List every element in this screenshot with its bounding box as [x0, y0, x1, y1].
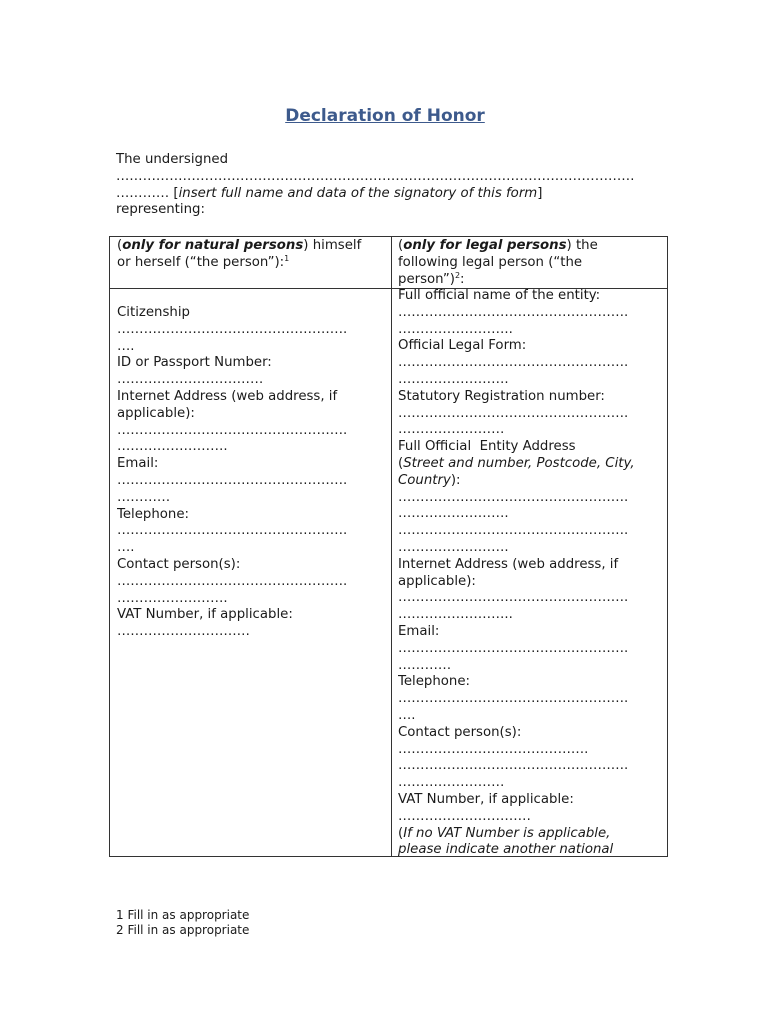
legal-header-line-1: (only for legal persons) the: [398, 238, 598, 253]
fill-in-dots[interactable]: ……………………………: [117, 372, 264, 388]
citizenship-label: Citizenship: [117, 305, 190, 320]
declaration-table: [109, 236, 668, 857]
natural-header-line-2: or herself (“the person”):$^1$: [117, 253, 290, 270]
contact-person-s-label: Contact person(s):: [117, 556, 241, 572]
intro-name-dots[interactable]: ………………………………………………………………………………………………………: [116, 168, 635, 184]
natural-persons-fields: [117, 305, 385, 641]
intro-insert-instruction: insert full name and data of the signatory of this form: [178, 185, 538, 201]
vat-number-if-applicable-label: VAT Number, if applicable:: [117, 607, 293, 623]
intro-undersigned: The undersigned: [116, 152, 229, 167]
email-label: Email:: [398, 623, 440, 639]
legal-header-line-2: following legal person (“the: [398, 254, 583, 270]
legal-persons-label: only for legal persons: [403, 238, 567, 253]
full-official-name-of-the-entity-label: Full official name of the entity:: [398, 288, 601, 303]
email-label: Email:: [117, 456, 159, 472]
footnotes: [116, 908, 249, 937]
fill-in-dots[interactable]: …………………………………………….: [117, 422, 348, 438]
fill-in-dots[interactable]: …………………………………….: [398, 741, 589, 757]
applicable-label: applicable):: [117, 405, 195, 421]
footnote-2: 2 Fill in as appropriate: [116, 922, 250, 937]
fill-in-dots[interactable]: …………………….: [398, 371, 509, 387]
natural-persons-header: [117, 238, 385, 272]
intro-insert-line: [116, 186, 656, 203]
fill-in-dots[interactable]: …………………………: [398, 808, 531, 824]
intro-section: [116, 152, 656, 219]
fill-in-dots[interactable]: …………………….: [398, 539, 509, 555]
footnote-ref-2: 2: [454, 270, 461, 280]
fill-in-dots[interactable]: ……………………..: [398, 607, 513, 623]
telephone-label: Telephone:: [117, 506, 190, 522]
intro-dots-short[interactable]: ………… [: [116, 185, 179, 201]
fill-in-dots[interactable]: ….: [117, 540, 135, 556]
fill-in-dots[interactable]: …………………………………………….: [398, 405, 629, 421]
fill-in-dots[interactable]: …………………………………………….: [117, 472, 348, 488]
footnote-1: 1 Fill in as appropriate: [116, 908, 250, 922]
fill-in-dots[interactable]: …………………………………………….: [398, 590, 629, 606]
applicable-label: applicable):: [398, 573, 476, 589]
fill-in-dots[interactable]: ….: [398, 707, 416, 723]
footnote-ref-1: 1: [284, 253, 290, 263]
telephone-label: Telephone:: [398, 674, 471, 690]
natural-persons-label: only for natural persons: [122, 238, 304, 253]
fill-in-dots[interactable]: …………………………: [117, 624, 250, 640]
legal-persons-header: [398, 238, 666, 288]
table-column-divider: [391, 237, 392, 856]
page-title: Declaration of Honor: [285, 106, 485, 126]
fill-in-dots[interactable]: …………………………………………….: [398, 355, 629, 371]
fill-in-dots[interactable]: …………………………………………….: [398, 640, 629, 656]
fill-in-dots[interactable]: …………………….: [117, 439, 228, 455]
vat-number-if-applicable-label: VAT Number, if applicable:: [398, 791, 574, 807]
intro-close-bracket: ]: [537, 185, 543, 201]
address-hint-line-1: (Street and number, Postcode, City,: [398, 455, 635, 471]
vat-note-line-1: (If no VAT Number is applicable,: [398, 825, 611, 841]
fill-in-dots[interactable]: …………………………………………….: [117, 523, 348, 539]
fill-in-dots[interactable]: …………: [117, 489, 171, 505]
id-or-passport-number-label: ID or Passport Number:: [117, 355, 272, 371]
fill-in-dots[interactable]: …………………………………………….: [398, 758, 629, 774]
internet-address-web-address-if-label: Internet Address (web address, if: [117, 388, 338, 404]
official-legal-form-label: Official Legal Form:: [398, 338, 527, 354]
full-official-entity-address-label: Full Official Entity Address: [398, 439, 576, 455]
fill-in-dots[interactable]: ……………………: [398, 775, 505, 791]
legal-persons-fields: [398, 288, 666, 857]
fill-in-dots[interactable]: …………………….: [117, 590, 228, 606]
fill-in-dots[interactable]: …………: [398, 657, 452, 673]
fill-in-dots[interactable]: ….: [117, 338, 135, 354]
legal-header-line-3: person”)$^2$:: [398, 270, 465, 287]
address-hint-line-2: Country):: [398, 472, 461, 488]
fill-in-dots[interactable]: …………………………………………….: [117, 321, 348, 337]
fill-in-dots[interactable]: …………………………………………….: [398, 691, 629, 707]
fill-in-dots[interactable]: ……………………: [398, 422, 505, 438]
natural-header-line-1: (only for natural persons) himself: [117, 238, 362, 253]
intro-representing: representing:: [116, 202, 205, 218]
fill-in-dots[interactable]: …………………………………………….: [398, 523, 629, 539]
fill-in-dots[interactable]: ……………………..: [398, 321, 513, 337]
fill-in-dots[interactable]: …………………………………………….: [398, 489, 629, 505]
fill-in-dots[interactable]: …………………………………………….: [117, 573, 348, 589]
fill-in-dots[interactable]: …………………………………………….: [398, 304, 629, 320]
contact-person-s-label: Contact person(s):: [398, 724, 522, 740]
vat-note-line-2: please indicate another national: [398, 842, 614, 857]
statutory-registration-number-label: Statutory Registration number:: [398, 388, 605, 404]
internet-address-web-address-if-label: Internet Address (web address, if: [398, 556, 619, 572]
fill-in-dots[interactable]: …………………….: [398, 506, 509, 522]
